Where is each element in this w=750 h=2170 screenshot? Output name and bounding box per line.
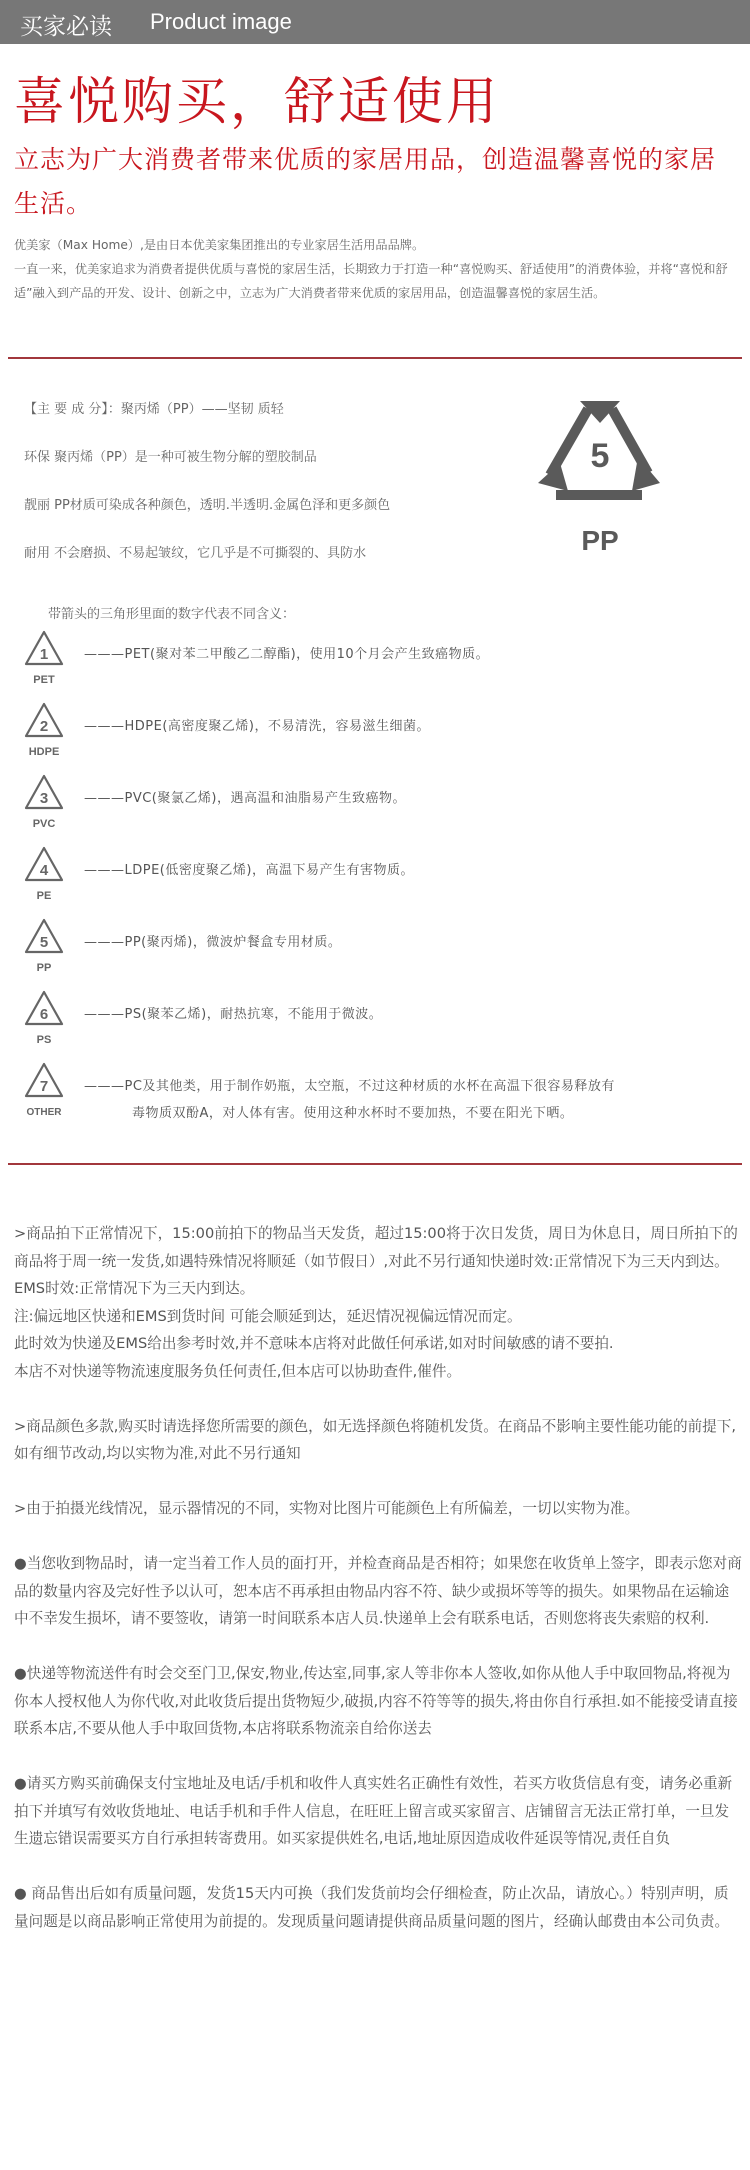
divider	[8, 1163, 742, 1165]
note-text: >商品拍下正常情况下，15:00前拍下的物品当天发货，超过15:00将于次日发货，周日为休息日，周日所拍下的商品将于周一统一发货,如遇特殊情况将顺延（如节假日）,对此不另行通知快递时效:正常情况下为三天内到达。	[14, 1225, 738, 1270]
recycle-code-5-icon	[20, 916, 68, 976]
brand-intro-line: 优美家（Max Home）,是由日本优美家集团推出的专业家居生活用品品牌。	[14, 238, 425, 252]
code-description: ———PET(聚对苯二甲酸乙二醇酯)，使用10个月会产生致癌物质。	[84, 647, 490, 662]
code-number: 7	[39, 1078, 49, 1095]
note-text: 注:偏远地区快递和EMS到货时间 可能会顺延到达，延迟情况视偏远情况而定。	[14, 1307, 522, 1325]
note-paragraph: ●当您收到物品时，请一定当着工作人员的面打开，并检查商品是否相符；如果您在收货单上签字，即表示您对商品的数量内容及完好性予以认可，恕本店不再承担由物品内容不符、缺少或损坏等等的损失。如果物品在运输途中不幸发生损坏，请不要签收，请第一时间联系本店人员.快递单上会有联系电话，否则您将丧失索赔的权利.	[14, 1555, 742, 1627]
code-description-cont: 毒物质双酚A，对人体有害。使用这种水杯时不要加热，不要在阳光下晒。	[132, 1106, 574, 1121]
code-number: 5	[39, 934, 49, 951]
note-text: EMS时效:正常情况下为三天内到达。	[14, 1280, 255, 1297]
note-paragraph: >商品颜色多款,购买时请选择您所需要的颜色，如无选择颜色将随机发货。在商品不影响主要性能功能的前提下,如有细节改动,均以实物为准,对此不另行通知	[14, 1417, 737, 1462]
recycle-code-row	[20, 988, 720, 1048]
badge-label: PP	[581, 525, 619, 556]
material-line: 【主 要 成 分】：聚丙烯（PP）——坚韧 质轻	[24, 402, 284, 417]
code-number: 3	[39, 790, 49, 807]
code-label: HDPE	[28, 746, 60, 758]
code-number: 1	[39, 646, 49, 663]
code-description: ———PC及其他类，用于制作奶瓶，太空瓶，不过这种材质的水杯在高温下很容易释放有	[84, 1079, 615, 1094]
recycle-code-row	[20, 916, 720, 976]
code-description: ———LDPE(低密度聚乙烯)，高温下易产生有害物质。	[84, 863, 414, 878]
badge-number: 5	[590, 437, 610, 475]
code-number: 6	[39, 1006, 49, 1023]
recycle-code-4-icon	[20, 844, 68, 904]
recycle-code-row	[20, 628, 720, 688]
note-paragraph: ● 商品售出后如有质量问题，发货15天内可换（我们发货前均会仔细检查，防止次品，请放心。）特别声明，质量问题是以商品影响正常使用为前提的。发现质量问题请提供商品质量问题的图片，经确认邮费由本公司负责。	[14, 1885, 730, 1930]
material-line: 耐用 不会磨损、不易起皱纹，它几乎是不可撕裂的、具防水	[24, 546, 367, 561]
pp-recycle-badge	[530, 395, 670, 575]
recycle-code-row	[20, 772, 720, 832]
note-paragraph: >由于拍摄光线情况，显示器情况的不同，实物对比图片可能颜色上有所偏差，一切以实物为准。	[14, 1500, 640, 1517]
header-title-cn: 买家必读	[20, 14, 112, 40]
note-paragraph	[14, 1220, 742, 1385]
code-description: ———PS(聚苯乙烯)，耐热抗寒，不能用于微波。	[84, 1007, 383, 1022]
recycle-code-3-icon	[20, 772, 68, 832]
code-description: ———PVC(聚氯乙烯)，遇高温和油脂易产生致癌物。	[84, 791, 406, 806]
note-text: 此时效为快递及EMS给出参考时效,并不意味本店将对此做任何承诺,如对时间敏感的请不要拍.	[14, 1335, 614, 1352]
hero-title: 喜悦购买，舒适使用	[14, 73, 501, 132]
recycle-code-row	[20, 700, 720, 760]
hero-slogan: 立志为广大消费者带来优质的家居用品，创造温馨喜悦的家居生活。	[14, 145, 717, 218]
note-paragraph: ●请买方购买前确保支付宝地址及电话/手机和收件人真实姓名正确性有效性，若买方收货信息有变，请务必重新拍下并填写有效收货地址、电话手机和手件人信息，在旺旺上留言或买家留言、店铺留言无法正常打单，一旦发生遗忘错误需要买方自行承担转寄费用。如买家提供姓名,电话,地址原因造成收件延误等情况,责任自负	[14, 1775, 733, 1847]
note-text: 本店不对快递等物流速度服务负任何责任,但本店可以协助查件,催件。	[14, 1362, 462, 1380]
recycle-code-row	[20, 1060, 720, 1120]
brand-intro-line: 一直一来，优美家追求为消费者提供优质与喜悦的家居生活，长期致力于打造一种“喜悦购买、舒适使用”的消费体验，并将“喜悦和舒适”融入到产品的开发、设计、创新之中，立志为广大消费者带来优质的家居用品，创造温馨喜悦的家居生活。	[14, 262, 728, 300]
header-title-en: Product image	[150, 9, 292, 34]
purchase-notes	[14, 1220, 742, 1963]
recycle-code-1-icon	[20, 628, 68, 688]
code-label: OTHER	[26, 1107, 62, 1118]
recycle-code-2-icon	[20, 700, 68, 760]
code-description: ———PP(聚丙烯)，微波炉餐盒专用材质。	[84, 935, 342, 950]
code-label: PE	[36, 890, 52, 902]
recycle-triangle-icon	[530, 395, 670, 575]
divider	[8, 357, 742, 359]
header-bar	[0, 0, 750, 44]
material-line: 环保 聚丙烯（PP）是一种可被生物分解的塑胶制品	[24, 450, 317, 465]
code-label: PET	[33, 674, 55, 686]
material-line: 靓丽 PP材质可染成各种颜色，透明.半透明.金属色泽和更多颜色	[24, 498, 391, 513]
code-number: 2	[39, 718, 49, 735]
code-label: PS	[36, 1034, 52, 1046]
recycle-code-7-icon	[20, 1060, 68, 1120]
code-number: 4	[39, 862, 49, 879]
code-description: ———HDPE(高密度聚乙烯)，不易清洗，容易滋生细菌。	[84, 719, 430, 734]
recycle-code-row	[20, 844, 720, 904]
code-label: PVC	[32, 818, 56, 830]
brand-intro	[14, 233, 742, 305]
recycle-code-6-icon	[20, 988, 68, 1048]
note-paragraph: ●快递等物流送件有时会交至门卫,保安,物业,传达室,同事,家人等非你本人签收,如你从他人手中取回物品,将视为你本人授权他人为你代收,对此收货后提出货物短少,破损,内容不符等等的损失,将由你自行承担.如不能接受请直接联系本店,不要从他人手中取回货物,本店将联系物流亲自给你送去	[14, 1665, 738, 1737]
code-label: PP	[36, 962, 52, 974]
code-caption: 带箭头的三角形里面的数字代表不同含义：	[48, 607, 296, 622]
